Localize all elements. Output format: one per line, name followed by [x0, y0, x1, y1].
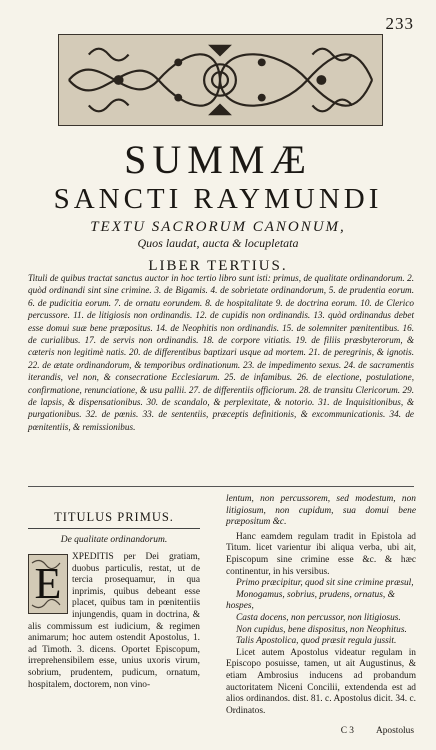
titles-summary: Tituli de quibus tractat sanctus auctor in hoc tertio libro sunt isti: primus, de qualitate ordinandorum. 2. quòd ordinandi sint sine crimine. 3. de Bigamis. 4. de sobrietate ordinandorum, 5. de prudentia eorum. 6. de pudicitia eorum. 7. de ornatu eorundem. 8. de hospitalitate 9. de doctrina eorum. 10. de Clerico percussore. 11. de litigiosis non ordinandis. 12. de cupidis non ordinandis. 13. quòd ordinandus debet esse domui suæ bene præpositus. 14. de Neophitis non ordinandis. 15. de solemniter pœnitentibus. 16. de curialibus. 17. de servis non ordinandis. 18. de corpore vitiatis. 19. de filiis præsbyterorum, & cæteris non legitimè natis. 20. de differentibus baptizari usque ad mortem. 21. de peregrinis, & ignotis. 22. de ætate ordinandorum, & temporibus ordinationum. 23. de impedimento sexus. 24. de sacramentis iterandis, vel non, & consecratione Ecclesiarum. 25. de infamibus. 26. de electione, postulatione, confirmatione, renunciatione, & usu pallii. 27. de differentiis officiorum. 28. de transitu Clericorum. 29. de lapsis, & dispensationibus. 30. de scandalo, & perplexitate, & notorio. 31. de Inquisitionibus, & purgationibus. 32. de pœnis. 33. de sententiis, præceptis definitionis, & excommunicationis. 34. de pœnitentiis, & remissionibus.	[28, 273, 414, 432]
verse-line-4: Non cupidus, bene dispositus, non Neophitus.	[236, 624, 407, 635]
left-body-text: XPEDITIS per Dei gratiam, duobus particulis, restat, ut de tercia prosequamur, in qua inprimis, quibus debeant esse placet, quibus tam in pœnitentiis injungendis, quam in doctrina, & alis commissum est iudicium, & regimen animarum; hoc autem ostendit Apostolus, 1. ad Timoth. 3. dicens. Oportet Episcopum, irreprehensibilem esse, unius uxoris virum, sobrium, prudentem, pudicum, ornatum, hospitalem, doctorem, non vino-	[28, 552, 200, 690]
right-body-text-2: Licet autem Apostolus videatur regulam in Episcopo posuisse, tamen, ut ait Augustinus, & etiam Ambrosius inducens ad probandum auctoritatem Niceni Concilii, extendenda est ad alios ordinandos. dist. 81. c. Apostolus dicit. 34. c. Ordinatos.	[226, 647, 416, 716]
titulus-heading: TITULUS PRIMUS.	[28, 494, 200, 529]
ornamental-headpiece	[58, 34, 383, 126]
verse-line-2: Monogamus, sobrius, prudens, ornatus, & hospes,	[226, 589, 395, 612]
quos-line: Quos laudat, aucta & locupletata	[137, 236, 299, 250]
page-subtitle: SANCTI RAYMUNDI	[53, 183, 383, 215]
right-body-text: Hanc eamdem regulam tradit in Epistola ad Titum. licet varientur ibi aliqua verba, ubi ait, Episcopum sine crimine esse &c. & hæc continentur, in his versibus.	[226, 531, 416, 577]
verse-line-5: Talis Apostolica, quod præsit regula jussit.	[236, 636, 397, 647]
right-column	[226, 494, 416, 717]
textu-line: TEXTU SACRORUM CANONUM,	[90, 219, 346, 235]
drop-cap	[28, 554, 68, 614]
liber-heading: LIBER TERTIUS.	[148, 258, 288, 274]
section-subheading: De qualitate ordinandorum.	[60, 535, 168, 545]
ornament-icon	[59, 35, 382, 125]
verse-line-3: Casta docens, non percussor, non litigiosus.	[236, 612, 401, 623]
divider-rule	[28, 486, 414, 487]
catchword: Apostolus	[375, 726, 414, 736]
drop-cap-letter: E	[34, 559, 62, 608]
page-number: 233	[385, 14, 414, 33]
title-block	[0, 139, 436, 276]
body-paragraph	[28, 552, 200, 691]
verse-line-1: Primo præcipitur, quod sit sine crimine præsul,	[236, 578, 414, 589]
signature-mark: C 3	[340, 726, 354, 736]
right-opening-text: lentum, non percussorem, sed modestum, non litigiosum, non cupidum, sua domui bene præpositum &c.	[226, 494, 416, 528]
page-title: SUMMÆ	[124, 137, 312, 182]
left-column	[28, 494, 200, 691]
